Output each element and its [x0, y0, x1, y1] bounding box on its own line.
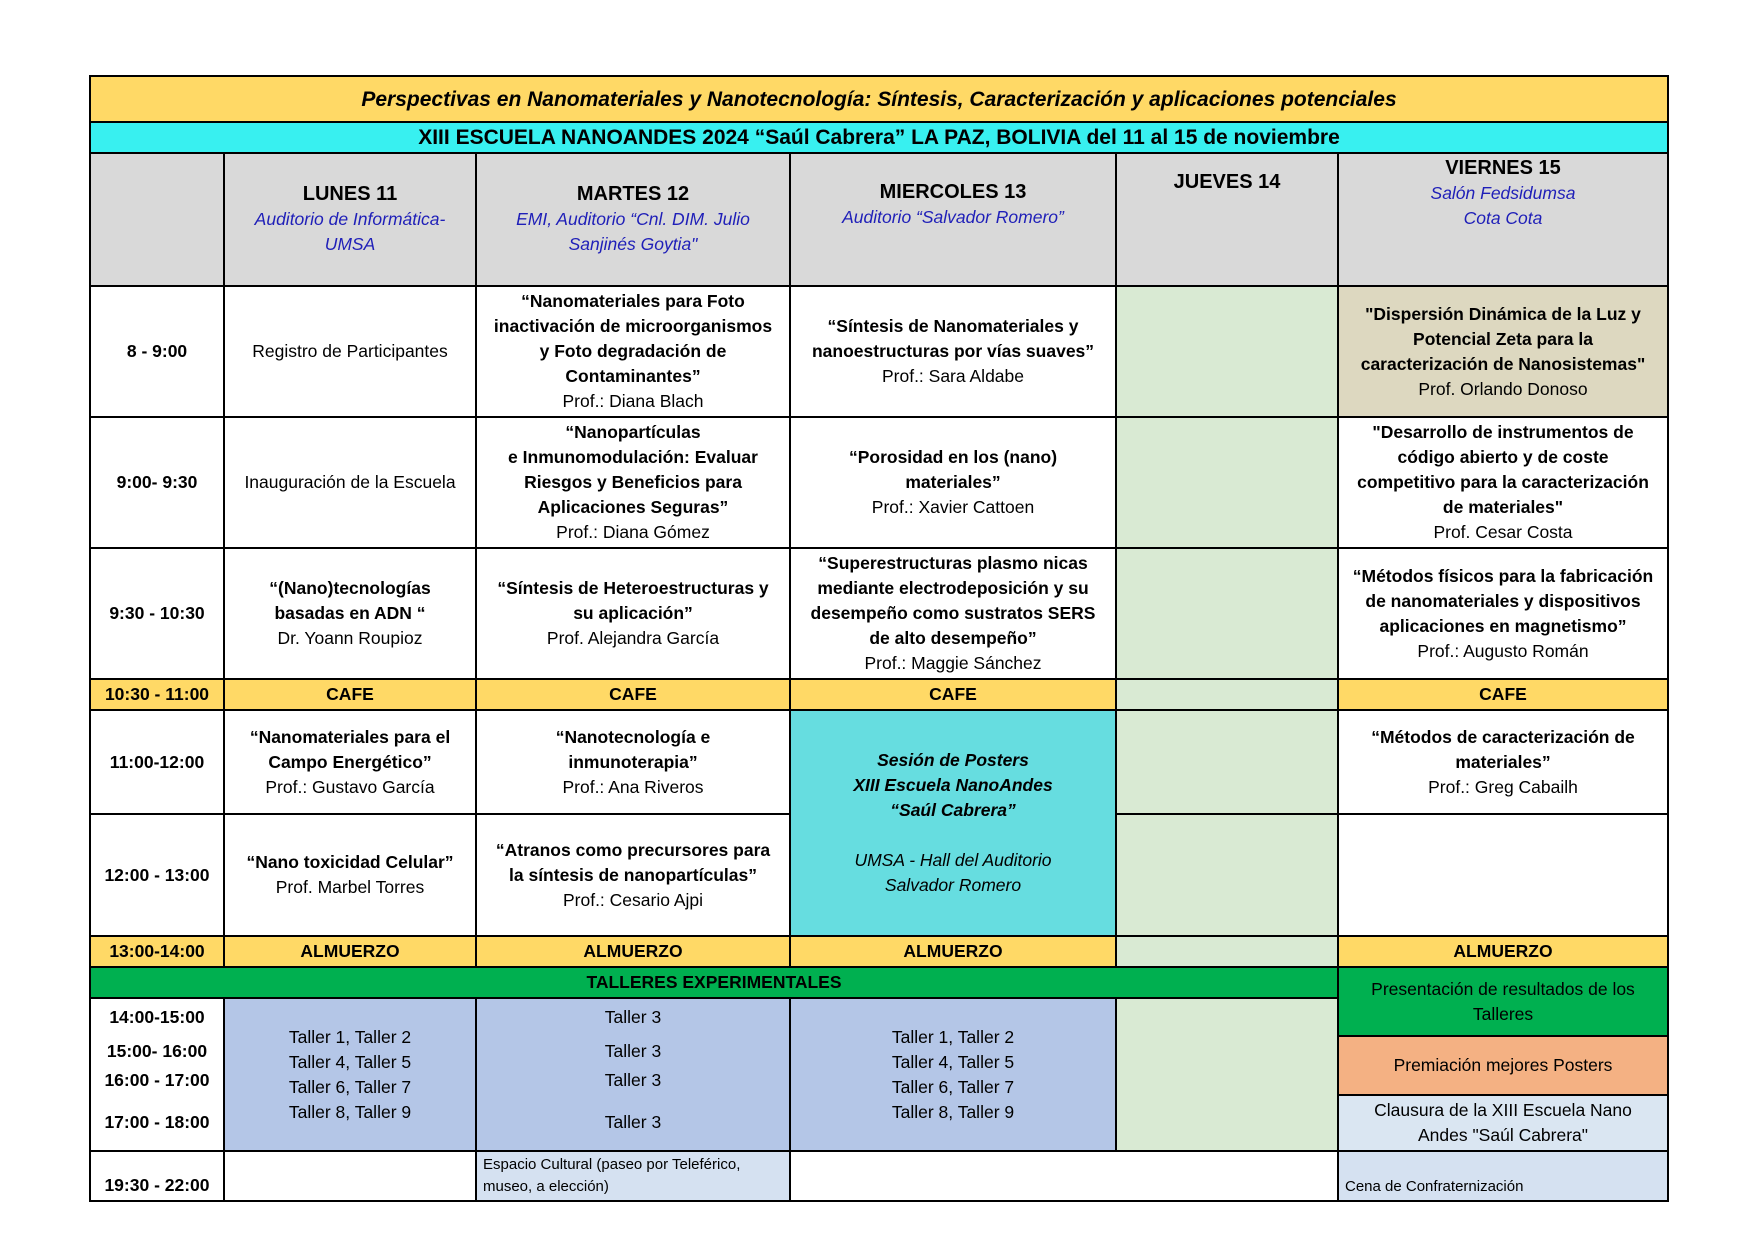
workshop-line: Taller 4, Taller 5	[891, 1051, 1015, 1072]
workshop-line: Taller 1, Taller 2	[891, 1026, 1015, 1047]
poster-session-cell	[790, 710, 1116, 936]
session-cell	[476, 814, 790, 936]
session-cell	[790, 548, 1116, 679]
speaker: Prof.: Ana Riveros	[562, 776, 704, 797]
break-cell: ALMUERZO	[476, 936, 790, 967]
workshop-cell: Taller 3	[476, 1095, 790, 1151]
empty-cell	[224, 1151, 476, 1201]
session-cell	[790, 286, 1116, 417]
awards-cell: Premiación mejores Posters	[1338, 1036, 1668, 1095]
break-cell: CAFE	[476, 679, 790, 710]
day-header-thu	[1116, 153, 1338, 286]
page-title: Perspectivas en Nanomateriales y Nanotecnología: Síntesis, Caracterización y aplicaciones potenciales	[90, 76, 1668, 122]
session-title-line: materiales”	[1455, 751, 1551, 772]
speaker: Prof. Marbel Torres	[275, 877, 425, 897]
break-cell: CAFE	[1338, 679, 1668, 710]
session-title-line: basadas en ADN “	[274, 603, 426, 623]
session-title-line: “Atranos como precursores para	[495, 839, 771, 860]
empty-cell	[1116, 936, 1338, 967]
day-header-wed	[790, 153, 1116, 286]
session-title-line: “Síntesis de Nanomateriales y	[827, 316, 1079, 336]
place-line: UMSA - Hall del Auditorio	[854, 850, 1052, 870]
workshop-line: Taller 8, Taller 9	[891, 1101, 1015, 1122]
session-cell	[224, 548, 476, 679]
session-cell	[1338, 548, 1668, 679]
workshop-cell: Taller 3	[476, 998, 790, 1036]
venue-line: Salón Fedsidumsa	[1430, 183, 1576, 203]
workshop-cell: Taller 3	[476, 1036, 790, 1066]
speaker: Dr. Yoann Roupioz	[277, 628, 423, 648]
day-header-mon	[224, 153, 476, 286]
day-header-tue	[476, 153, 790, 286]
empty-cell	[1116, 548, 1338, 679]
workshop-cell: Taller 3	[476, 1066, 790, 1095]
workshops-banner: TALLERES EXPERIMENTALES	[90, 967, 1338, 998]
time-cell: 19:30 - 22:00	[90, 1151, 224, 1201]
speaker: Prof.: Diana Blach	[562, 391, 704, 411]
speaker: Prof. Alejandra García	[546, 628, 720, 648]
session-title-line: inactivación de microorganismos	[493, 316, 773, 336]
session-cell	[1338, 286, 1668, 417]
session-title-line: nanoestructuras por vías suaves”	[811, 341, 1095, 361]
closing-cell	[1338, 1095, 1668, 1151]
empty-cell	[1116, 286, 1338, 417]
speaker: Prof.: Cesario Ajpi	[562, 889, 704, 910]
corner-cell	[90, 153, 224, 286]
session-cell	[476, 417, 790, 548]
empty-cell	[1116, 679, 1338, 710]
session-title-line: “Nanopartículas	[565, 422, 701, 442]
session-title-line: “Métodos físicos para la fabricación	[1352, 565, 1654, 586]
session-cell: Registro de Participantes	[224, 286, 476, 417]
session-title-line: “Superestructuras plasmo nicas	[818, 553, 1088, 573]
workshop-cell	[224, 998, 476, 1151]
session-title-line: Aplicaciones Seguras”	[537, 497, 729, 517]
evening-line: museo, a elección)	[483, 1178, 609, 1195]
session-title-line: caracterización de Nanosistemas"	[1360, 353, 1646, 374]
session-title-line: “(Nano)tecnologías	[269, 578, 431, 598]
session-title-line: inmunoterapia”	[568, 751, 698, 772]
session-title-line: “Métodos de caracterización de	[1371, 726, 1635, 747]
results-cell	[1338, 967, 1668, 1036]
workshop-line: Taller 6, Taller 7	[891, 1076, 1015, 1097]
session-title-line: “Nanomateriales para el	[249, 726, 451, 747]
session-title-line: “Nanomateriales para Foto	[521, 291, 745, 311]
empty-cell	[1338, 814, 1668, 936]
time-cell: 11:00-12:00	[90, 710, 224, 814]
speaker: Prof.: Diana Gómez	[556, 522, 710, 542]
venue-line: Sanjinés Goytia"	[568, 234, 698, 254]
empty-cell	[1116, 998, 1338, 1151]
place-line: Salvador Romero	[884, 875, 1022, 895]
session-title-line: Contaminantes”	[565, 366, 701, 386]
speaker: Prof.: Maggie Sánchez	[864, 653, 1042, 673]
closing-line: Clausura de la XIII Escuela Nano	[1374, 1100, 1632, 1120]
session-title-line: competitivo para la caracterización	[1357, 472, 1649, 492]
session-cell	[224, 814, 476, 936]
speaker: Prof.: Greg Cabailh	[1428, 776, 1578, 797]
break-cell: ALMUERZO	[790, 936, 1116, 967]
time-cell: 16:00 - 17:00	[90, 1066, 224, 1095]
session-title-line: “Saúl Cabrera”	[890, 800, 1016, 820]
session-title-line: Riesgos y Beneficios para	[524, 472, 742, 492]
evening-cell	[476, 1151, 790, 1201]
evening-cell: Cena de Confraternización	[1338, 1151, 1668, 1201]
speaker: Prof. Orlando Donoso	[1418, 378, 1588, 399]
speaker: Prof.: Gustavo García	[265, 776, 435, 797]
session-title-line: aplicaciones en magnetismo”	[1379, 615, 1627, 636]
day-name: MARTES 12	[576, 183, 690, 205]
empty-cell	[1116, 417, 1338, 548]
venue-line: Auditorio “Salvador Romero”	[842, 207, 1064, 227]
session-title-line: desempeño como sustratos SERS	[810, 603, 1096, 623]
session-cell	[476, 710, 790, 814]
venue-line: Auditorio de Informática-	[254, 209, 446, 229]
session-title-line: “Síntesis de Heteroestructuras y	[497, 578, 769, 598]
break-cell: ALMUERZO	[224, 936, 476, 967]
schedule-table	[89, 75, 1669, 1202]
session-cell: Inauguración de la Escuela	[224, 417, 476, 548]
day-name: VIERNES 15	[1445, 157, 1561, 179]
session-title-line: Sesión de Posters	[877, 750, 1029, 770]
time-cell: 14:00-15:00	[90, 998, 224, 1036]
time-cell: 17:00 - 18:00	[90, 1095, 224, 1151]
session-title-line: de alto desempeño”	[869, 628, 1037, 648]
session-cell	[476, 548, 790, 679]
workshop-cell	[790, 998, 1116, 1151]
session-title-line: código abierto y de coste	[1397, 447, 1609, 467]
session-title-line: “Porosidad en los (nano)	[848, 447, 1058, 467]
day-name: LUNES 11	[302, 183, 398, 205]
workshop-line: Taller 6, Taller 7	[288, 1076, 412, 1097]
break-cell: CAFE	[224, 679, 476, 710]
time-cell: 15:00- 16:00	[90, 1036, 224, 1066]
workshop-line: Taller 1, Taller 2	[288, 1026, 412, 1047]
session-title-line: e Inmunomodulación: Evaluar	[508, 447, 758, 467]
day-header-fri	[1338, 153, 1668, 286]
time-cell: 10:30 - 11:00	[90, 679, 224, 710]
session-title-line: mediante electrodeposición y su	[817, 578, 1089, 598]
venue-line: EMI, Auditorio “Cnl. DIM. Julio	[516, 209, 750, 229]
break-cell: ALMUERZO	[1338, 936, 1668, 967]
time-cell: 12:00 - 13:00	[90, 814, 224, 936]
page-subtitle: XIII ESCUELA NANOANDES 2024 “Saúl Cabrera” LA PAZ, BOLIVIA del 11 al 15 de noviembre	[90, 122, 1668, 153]
session-cell	[224, 710, 476, 814]
speaker: Prof.: Xavier Cattoen	[871, 497, 1035, 517]
session-title-line: la síntesis de nanopartículas”	[509, 864, 757, 885]
session-title-line: y Foto degradación de	[539, 341, 727, 361]
session-title-line: XIII Escuela NanoAndes	[853, 775, 1053, 795]
results-line: Presentación de resultados de los	[1371, 978, 1635, 999]
session-title-line: materiales”	[905, 472, 1001, 492]
empty-cell	[790, 1151, 1338, 1201]
speaker: Prof.: Augusto Román	[1417, 640, 1589, 661]
session-cell	[790, 417, 1116, 548]
session-cell	[1338, 417, 1668, 548]
session-title-line: “Nanotecnología e	[555, 726, 711, 747]
venue-line: Cota Cota	[1463, 208, 1543, 228]
session-title-line: "Desarrollo de instrumentos de	[1372, 422, 1634, 442]
session-title-line: Potencial Zeta para la	[1413, 328, 1593, 349]
session-title-line: de materiales"	[1442, 497, 1564, 517]
time-cell: 8 - 9:00	[90, 286, 224, 417]
speaker: Prof. Cesar Costa	[1433, 522, 1573, 542]
closing-line: Andes "Saúl Cabrera"	[1417, 1125, 1589, 1145]
results-line: Talleres	[1472, 1003, 1534, 1024]
workshop-line: Taller 4, Taller 5	[288, 1051, 412, 1072]
session-cell	[476, 286, 790, 417]
day-name: MIERCOLES 13	[879, 181, 1027, 203]
session-title-line: su aplicación”	[573, 603, 693, 623]
session-title-line: “Nano toxicidad Celular”	[246, 852, 454, 872]
day-name: JUEVES 14	[1173, 171, 1281, 193]
session-title-line: de nanomateriales y dispositivos	[1365, 590, 1641, 611]
evening-line: Espacio Cultural (paseo por Teleférico,	[483, 1156, 741, 1173]
break-cell: CAFE	[790, 679, 1116, 710]
venue-line: UMSA	[324, 234, 376, 254]
empty-cell	[1116, 814, 1338, 936]
session-title-line: "Dispersión Dinámica de la Luz y	[1365, 303, 1641, 324]
session-title-line: Campo Energético”	[268, 751, 432, 772]
time-cell: 9:30 - 10:30	[90, 548, 224, 679]
speaker: Prof.: Sara Aldabe	[881, 366, 1025, 386]
workshop-line: Taller 8, Taller 9	[288, 1101, 412, 1122]
session-cell	[1338, 710, 1668, 814]
time-cell: 13:00-14:00	[90, 936, 224, 967]
empty-cell	[1116, 710, 1338, 814]
time-cell: 9:00- 9:30	[90, 417, 224, 548]
